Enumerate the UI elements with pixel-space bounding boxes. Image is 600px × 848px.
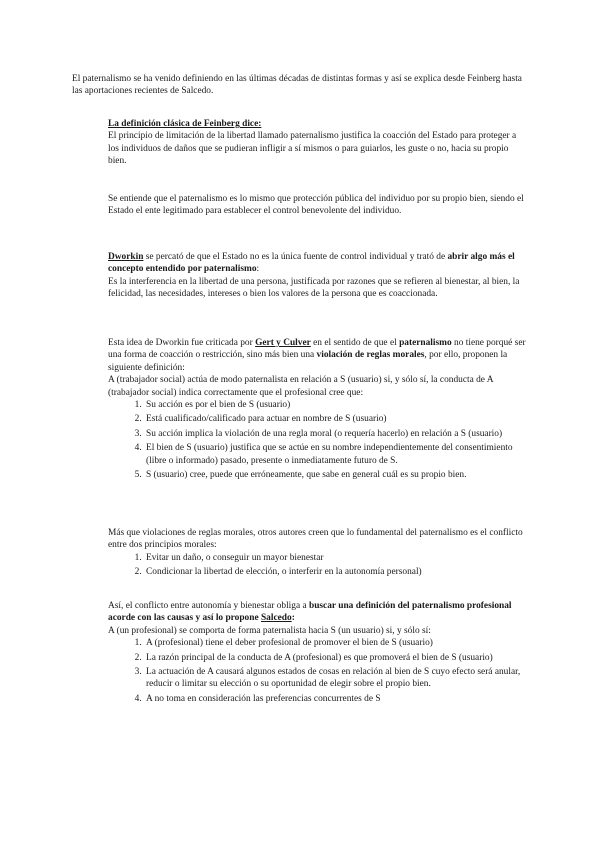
- dworkin-bold: abrir algo más el concepto entendido por paternalismo: [108, 252, 515, 275]
- dworkin-text-2: :: [256, 264, 260, 275]
- feinberg-section: [108, 118, 528, 168]
- list-item: 4. A no toma en consideración las preferencias concurrentes de S: [144, 693, 528, 705]
- list-item: 1. Evitar un daño, o conseguir un mayor bienestar: [144, 552, 528, 564]
- moral-principles-list: [108, 552, 528, 579]
- feinberg-heading: La definición clásica de Feinberg dice:: [108, 119, 262, 129]
- list-item: 2. Condicionar la libertad de elección, o interferir en la autonomía personal): [144, 566, 528, 578]
- list-item: 5. S (usuario) cree, puede que erróneamente, que sabe en general cuál es su propio bien.: [144, 469, 528, 481]
- salcedo-bold: buscar una definición del paternalismo profesional acorde con las causas y así lo propone: [108, 601, 512, 624]
- list-item: 4. El bien de S (usuario) justifica que se actúe en su nombre independientemente del consentimiento (libre o informado) pasado, presente o inmediatamente futuro de S.: [144, 442, 528, 467]
- gc-definition: A (trabajador social) actúa de modo paternalista en relación a S (usuario) si, y sólo sí, la conducta de A (trabajador social) indica correctamente que el profesional cree que:: [108, 375, 494, 398]
- gert-culver-intro: [108, 337, 528, 374]
- gert-culver-section: [108, 337, 528, 481]
- list-item: 3. Su acción implica la violación de una regla moral (o requería hacerlo) en relación a S (usuario): [144, 428, 528, 440]
- intro-paragraph: El paternalismo se ha venido definiendo en las últimas décadas de distintas formas y así se explica desde Feinberg hasta las aportaciones recientes de Salcedo.: [72, 74, 522, 97]
- gc-text-2: en el sentido de que el: [310, 338, 400, 348]
- gc-text-4: , por ello, proponen la siguiente definición:: [108, 350, 508, 373]
- list-item: 3. La actuación de A causará algunos estados de cosas en relación al bien de S cuyo efecto será anular, reducir o limitar su elección o su oportunidad de elegir sobre el propio bien.: [144, 666, 528, 691]
- gc-text-1: Esta idea de Dworkin fue criticada por: [108, 338, 256, 348]
- dworkin-intro: [108, 251, 528, 276]
- gc-bold-2: violación de reglas morales: [316, 350, 425, 361]
- list-item: 1. Su acción es por el bien de S (usuario): [144, 399, 528, 411]
- moral-principles-section: [108, 527, 528, 579]
- salcedo-text-2: :: [291, 613, 295, 624]
- salcedo-section: [108, 600, 528, 705]
- dworkin-text-1: se percató de que el Estado no es la única fuente de control individual y trató de: [143, 252, 448, 262]
- gc-bold-1: paternalismo: [399, 338, 452, 348]
- dworkin-author: Dworkin: [108, 252, 144, 262]
- salcedo-definition: A (un profesional) se comporta de forma paternalista hacia S (un usuario) si, y sólo sí:: [108, 625, 431, 636]
- gc-criteria-list: [108, 399, 528, 481]
- salcedo-intro: [108, 600, 528, 625]
- list-item: 2. La razón principal de la conducta de A (profesional) es que promoverá el bien de S (usuario): [144, 652, 528, 664]
- moral-principles-text: Más que violaciones de reglas morales, otros autores creen que lo fundamental del paternalismo es el conflicto entre dos principios morales:: [108, 528, 523, 551]
- salcedo-author: Salcedo: [260, 613, 292, 624]
- salcedo-criteria-list: [108, 637, 528, 705]
- dworkin-definition: Es la interferencia en la libertad de una persona, justificada por razones que se refieren al bienestar, al bien, la felicidad, las necesidades, intereses o bien los valores de la persona que es coaccionada.: [108, 276, 520, 300]
- salcedo-text-1: Así, el conflicto entre autonomía y bienestar obliga a: [108, 601, 309, 611]
- gc-authors: Gert y Culver: [255, 338, 311, 348]
- dworkin-section: [108, 251, 528, 301]
- list-item: 2. Está cualificado/calificado para actuar en nombre de S (usuario): [144, 413, 528, 425]
- feinberg-definition: El principio de limitación de la libertad llamado paternalismo justifica la coacción del Estado para proteger a los individuos de daños que se pudieran infligir a sí mismos o para guiarlos, les guste o no, hacia su propio bien.: [108, 131, 517, 167]
- feinberg-explanation: Se entiende que el paternalismo es lo mismo que protección pública del individuo por su propio bien, siendo el Estado el ente legitimado para establecer el control benevolente del individuo.: [108, 194, 524, 217]
- gc-text-3: no tiene porqué ser una forma de coacción o restricción, sino más bien una: [108, 338, 526, 361]
- list-item: 1. A (profesional) tiene el deber profesional de promover el bien de S (usuario): [144, 637, 528, 649]
